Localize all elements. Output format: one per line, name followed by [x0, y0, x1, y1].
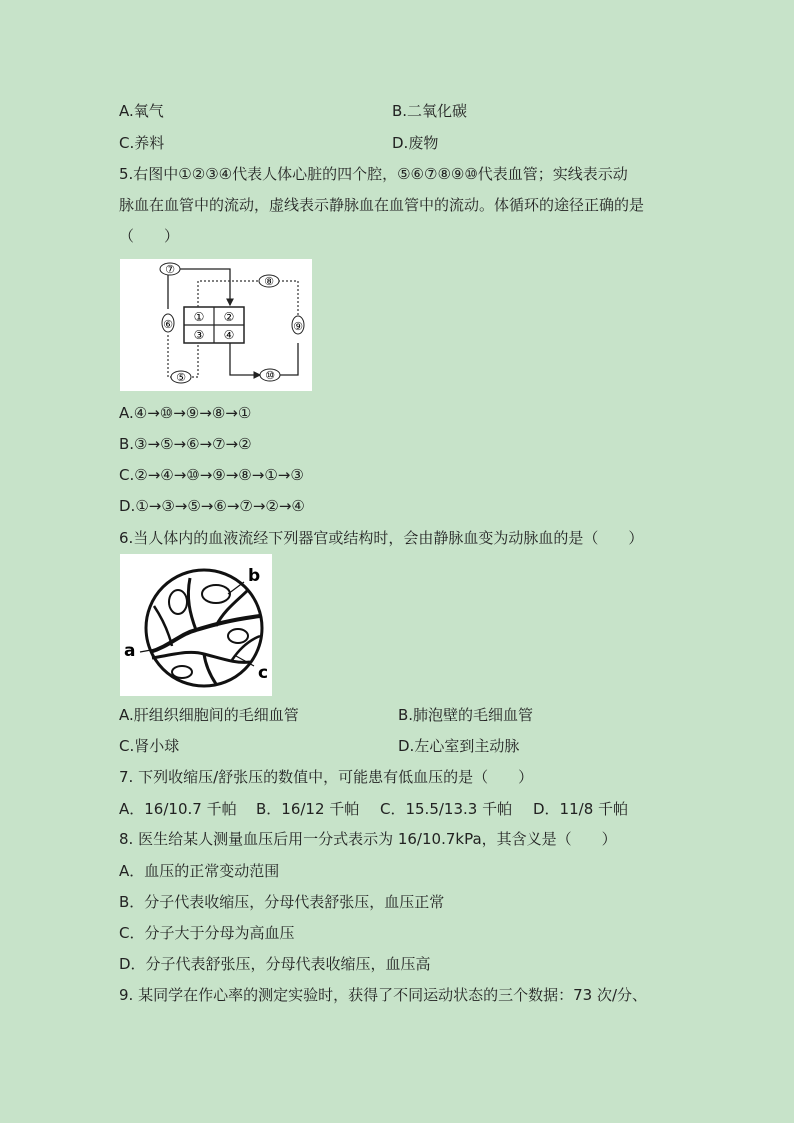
q4-option-c: C.养料	[119, 134, 165, 152]
label-c2: ②	[223, 310, 235, 324]
q5-option-b: B.③→⑤→⑥→⑦→②	[119, 435, 252, 453]
q8-option-a: A．血压的正常变动范围	[119, 862, 280, 880]
q4-option-b: B.二氧化碳	[392, 102, 468, 120]
alveolus-capillary-figure	[120, 554, 272, 696]
label-a: a	[124, 641, 136, 661]
q7-option-c: C．15.5/13.3 千帕	[380, 800, 513, 818]
q8-option-c: C．分子大于分母为高血压	[119, 924, 295, 942]
label-v5: ⑤	[176, 371, 186, 384]
q6-stem: 6.当人体内的血液流经下列器官或结构时，会由静脉血变为动脉血的是（ ）	[119, 529, 644, 547]
q5-option-c: C.②→④→⑩→⑨→⑧→①→③	[119, 466, 304, 484]
heart-circulation-figure	[120, 259, 312, 391]
label-c3: ③	[193, 328, 205, 342]
q8-stem: 8. 医生给某人测量血压后用一分式表示为 16/10.7kPa，其含义是（ ）	[119, 830, 617, 848]
label-c4: ④	[223, 328, 235, 342]
q9-stem: 9. 某同学在作心率的测定实验时，获得了不同运动状态的三个数据：73 次/分、	[119, 986, 647, 1004]
label-c: c	[258, 663, 269, 683]
q8-option-d: D．分子代表舒张压，分母代表收缩压，血压高	[119, 955, 431, 973]
q5-stem-line1: 5.右图中①②③④代表人体心脏的四个腔，⑤⑥⑦⑧⑨⑩代表血管；实线表示动	[119, 165, 628, 183]
q5-stem-line2: 脉血在血管中的流动，虚线表示静脉血在血管中的流动。体循环的途径正确的是	[119, 196, 645, 214]
label-v7: ⑦	[165, 263, 175, 276]
q7-option-b: B．16/12 千帕	[256, 800, 360, 818]
label-v9: ⑨	[293, 320, 303, 333]
q4-option-a: A.氧气	[119, 102, 164, 120]
q7-option-d: D．11/8 千帕	[533, 800, 629, 818]
q4-option-d: D.废物	[392, 134, 439, 152]
q5-option-a: A.④→⑩→⑨→⑧→①	[119, 404, 252, 422]
q7-stem: 7. 下列收缩压/舒张压的数值中，可能患有低血压的是（ ）	[119, 768, 534, 786]
q6-option-d: D.左心室到主动脉	[398, 737, 520, 755]
q6-option-c: C.肾小球	[119, 737, 180, 755]
label-c1: ①	[193, 310, 205, 324]
q5-option-d: D.①→③→⑤→⑥→⑦→②→④	[119, 497, 305, 515]
label-b: b	[248, 566, 261, 586]
label-v10: ⑩	[265, 369, 275, 382]
q6-option-b: B.肺泡壁的毛细血管	[398, 706, 534, 724]
q5-stem-line3: （ ）	[119, 227, 180, 245]
q7-option-a: A．16/10.7 千帕	[119, 800, 237, 818]
label-v6: ⑥	[163, 318, 173, 331]
label-v8: ⑧	[264, 275, 274, 288]
q8-option-b: B．分子代表收缩压，分母代表舒张压，血压正常	[119, 893, 445, 911]
q6-option-a: A.肝组织细胞间的毛细血管	[119, 706, 299, 724]
